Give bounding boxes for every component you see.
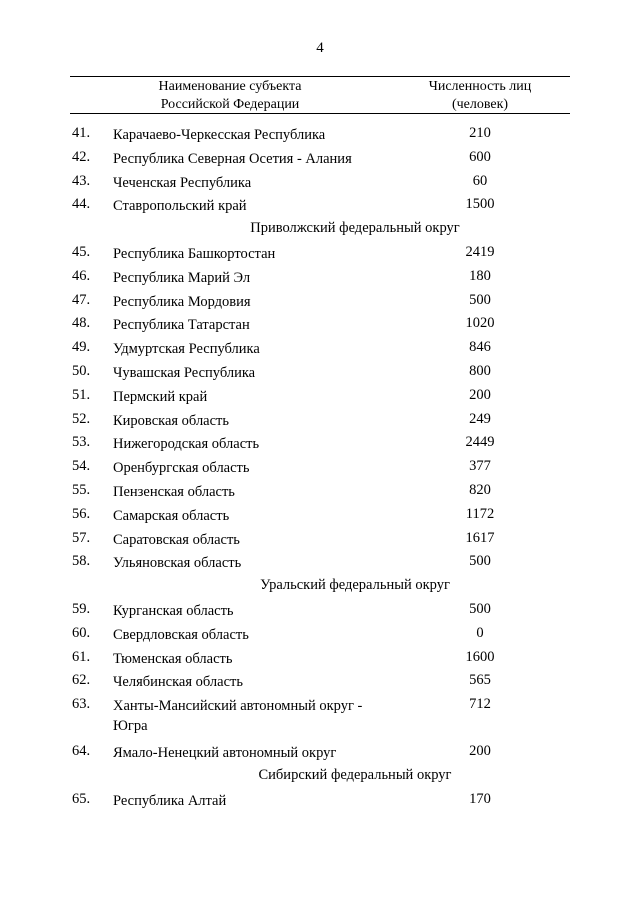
row-number: 55.: [72, 481, 91, 498]
person-count: 0: [476, 624, 484, 641]
subject-name: Саратовская область: [113, 531, 240, 548]
row-number: 50.: [72, 362, 91, 379]
table-row: [0, 503, 640, 527]
person-count: 2419: [465, 243, 495, 260]
subject-name: Самарская область: [113, 507, 230, 524]
person-count: 600: [469, 148, 491, 165]
table-row: [0, 788, 640, 812]
table-row: [0, 527, 640, 551]
row-number: 42.: [72, 148, 91, 165]
section-heading: Сибирский федеральный округ: [258, 766, 452, 783]
person-count: 170: [469, 790, 491, 807]
person-count: 1600: [465, 648, 495, 665]
table-header-count-line2: (человек): [451, 97, 509, 112]
subject-name: Нижегородская область: [113, 436, 260, 453]
table-row: [0, 479, 640, 503]
table-header-count-line1: Численность лиц: [428, 79, 532, 94]
table-header-name-cell: [70, 78, 390, 114]
subject-name: Ульяновская область: [113, 555, 242, 572]
subject-name: Республика Татарстан: [113, 317, 250, 334]
table-row: [0, 693, 640, 740]
row-number: 48.: [72, 315, 91, 332]
row-number: 60.: [72, 624, 91, 641]
table-row: [0, 598, 640, 622]
subject-name: Челябинская область: [113, 674, 243, 691]
subject-name: Пермский край: [113, 388, 208, 405]
person-count: 249: [469, 410, 491, 427]
section-heading-row: [0, 764, 640, 788]
person-count: 712: [469, 696, 491, 713]
subject-name: Удмуртская Республика: [113, 341, 260, 358]
row-number: 45.: [72, 243, 91, 260]
table-body: [0, 122, 640, 812]
person-count: 565: [469, 672, 491, 689]
section-heading-row: [0, 217, 640, 241]
person-count: 500: [469, 553, 491, 570]
table-row: [0, 360, 640, 384]
row-number: 41.: [72, 125, 91, 141]
row-number: 64.: [72, 743, 91, 760]
person-count: 1172: [465, 505, 495, 522]
table-row: [0, 265, 640, 289]
row-number: 43.: [72, 172, 91, 189]
row-number: 57.: [72, 529, 91, 546]
person-count: 820: [469, 481, 491, 498]
subject-name: Чеченская Республика: [113, 174, 252, 191]
person-count: 200: [469, 386, 491, 403]
section-heading: Уральский федеральный округ: [260, 577, 450, 594]
subject-name: Республика Мордовия: [113, 293, 251, 310]
table-row: [0, 241, 640, 265]
table-row: [0, 622, 640, 646]
subject-name: Свердловская область: [113, 626, 249, 643]
subject-name: Ставропольский край: [113, 198, 247, 215]
page-number: 4: [316, 40, 324, 56]
table-row: [0, 669, 640, 693]
table-row: [0, 312, 640, 336]
table-row: [0, 550, 640, 574]
row-number: 51.: [72, 386, 91, 403]
person-count: 1500: [465, 196, 495, 213]
subject-name: Ямало-Ненецкий автономный округ: [113, 745, 337, 762]
subject-name: Республика Башкортостан: [113, 245, 276, 262]
subject-name: Ханты-Мансийский автономный округ - Югра: [113, 698, 363, 735]
row-number: 44.: [72, 196, 91, 213]
table-row: [0, 431, 640, 455]
section-heading-row: [0, 574, 640, 598]
subject-name: Карачаево-Черкесская Республика: [113, 127, 326, 143]
table-header-count-cell: [400, 78, 560, 114]
table-row: [0, 646, 640, 670]
table-header-name-line1: Наименование субъекта: [158, 79, 302, 94]
table-row: [0, 146, 640, 170]
person-count: 60: [472, 172, 488, 189]
table-row: [0, 193, 640, 217]
row-number: 59.: [72, 600, 91, 617]
subject-name: Республика Северная Осетия - Алания: [113, 150, 352, 167]
person-count: 377: [469, 458, 491, 475]
subject-name: Кировская область: [113, 412, 230, 429]
person-count: 200: [469, 743, 491, 760]
subject-name: Республика Марий Эл: [113, 269, 251, 286]
table-header-top-rule: [70, 76, 570, 77]
person-count: 210: [469, 125, 491, 141]
row-number: 52.: [72, 410, 91, 427]
person-count: 800: [469, 362, 491, 379]
table-row: [0, 289, 640, 313]
row-number: 47.: [72, 291, 91, 308]
person-count: 180: [469, 267, 491, 284]
table-header-bottom-rule: [70, 113, 570, 114]
section-heading: Приволжский федеральный округ: [250, 220, 460, 237]
table-header-name-line2: Российской Федерации: [160, 97, 300, 112]
subject-name: Тюменская область: [113, 650, 233, 667]
row-number: 62.: [72, 672, 91, 689]
row-number: 63.: [72, 696, 91, 713]
row-number: 46.: [72, 267, 91, 284]
subject-name: Курганская область: [113, 602, 234, 619]
table-row: [0, 408, 640, 432]
table-row: [0, 740, 640, 764]
subject-name: Чувашская Республика: [113, 364, 256, 381]
table-row: [0, 384, 640, 408]
row-number: 65.: [72, 790, 91, 807]
row-number: 56.: [72, 505, 91, 522]
person-count: 500: [469, 291, 491, 308]
table-row: [0, 336, 640, 360]
row-number: 58.: [72, 553, 91, 570]
row-number: 53.: [72, 434, 91, 451]
person-count: 846: [469, 339, 491, 356]
person-count: 2449: [465, 434, 495, 451]
row-number: 49.: [72, 339, 91, 356]
row-number: 61.: [72, 648, 91, 665]
person-count: 1020: [465, 315, 495, 332]
person-count: 500: [469, 600, 491, 617]
subject-name: Республика Алтай: [113, 792, 227, 809]
row-number: 54.: [72, 458, 91, 475]
table-row: [0, 170, 640, 194]
subject-name: Пензенская область: [113, 483, 235, 500]
table-row: [0, 455, 640, 479]
subject-name: Оренбургская область: [113, 460, 250, 477]
person-count: 1617: [465, 529, 495, 546]
table-row: [0, 122, 640, 146]
